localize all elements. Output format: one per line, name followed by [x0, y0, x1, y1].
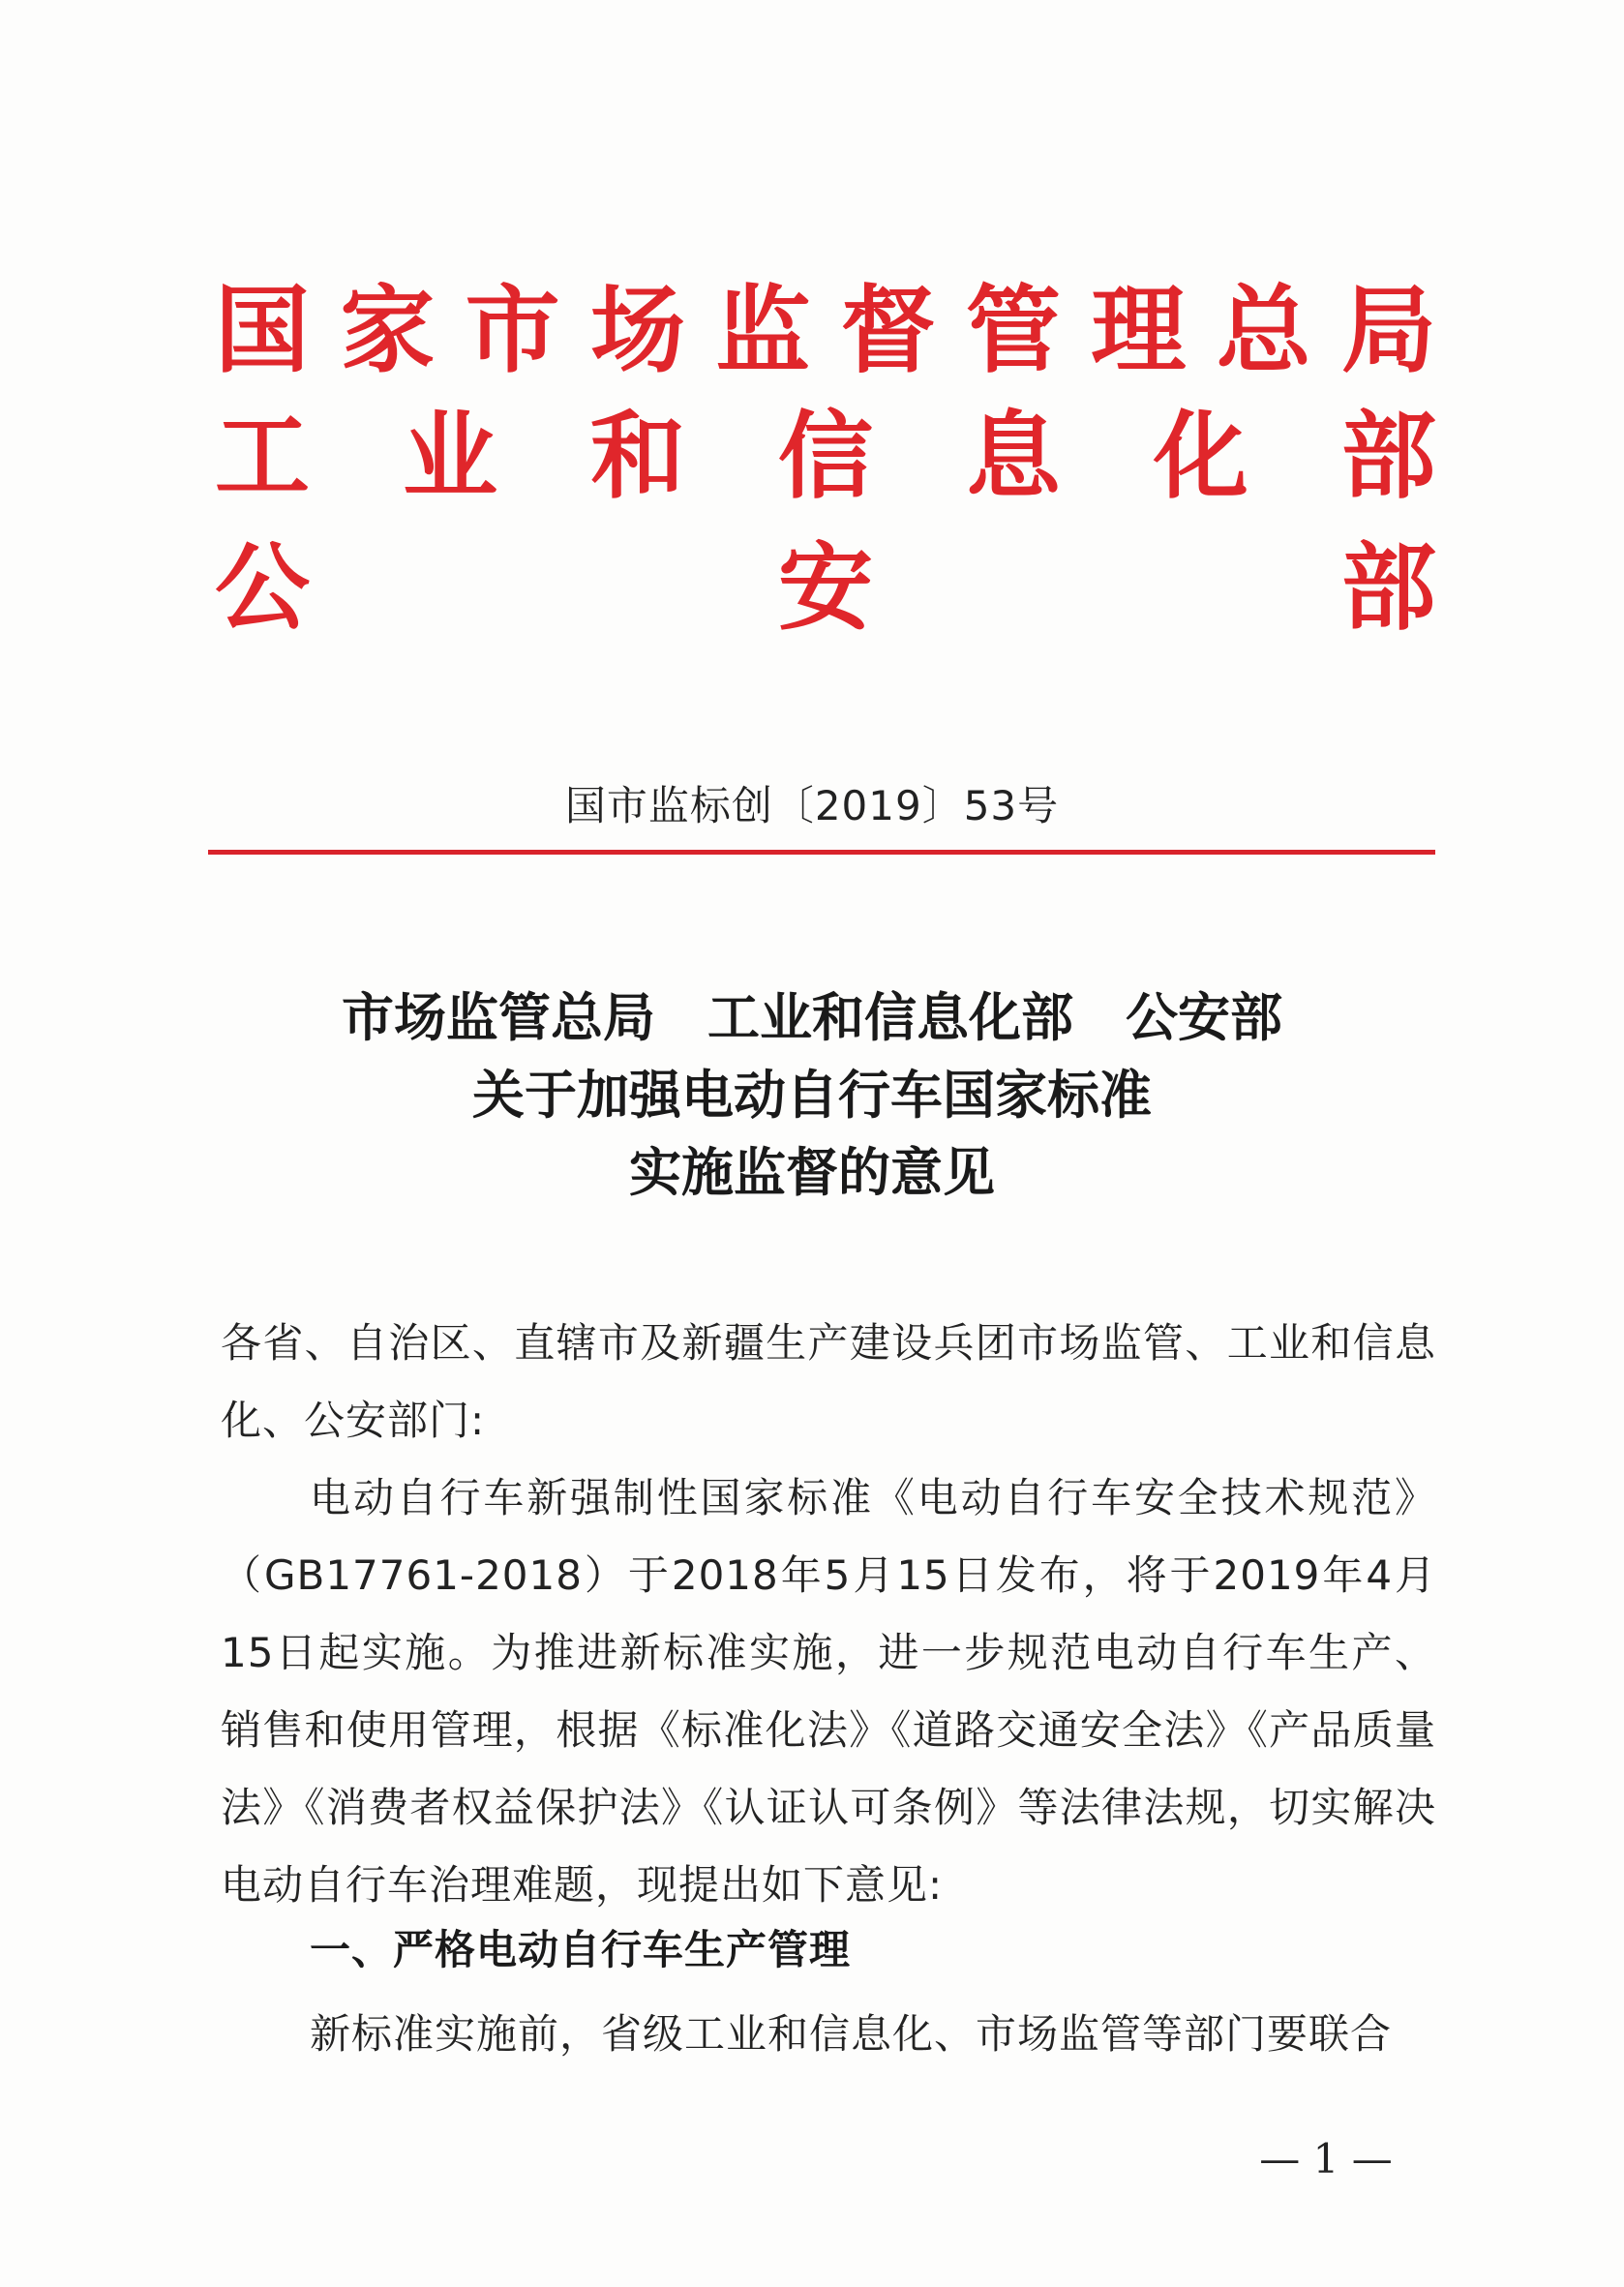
issuer-char: 理 — [1091, 275, 1187, 386]
issuer-char: 国 — [215, 275, 311, 386]
issuer-char: 市 — [465, 275, 560, 386]
issuer-char: 总 — [1216, 275, 1311, 386]
issuer-char: 公 — [215, 532, 311, 644]
section-heading-1: 一、严格电动自行车生产管理 — [310, 1926, 852, 1973]
issuer-char: 家 — [340, 275, 436, 386]
issuer-char: 安 — [777, 532, 873, 644]
issuer-char: 部 — [1340, 401, 1436, 512]
body-paragraph-2: 新标准实施前，省级工业和信息化、市场监管等部门要联合 — [310, 2010, 1393, 2058]
issuer-char: 息 — [965, 401, 1061, 512]
issuer-char: 管 — [965, 275, 1061, 386]
issuer-char: 局 — [1340, 275, 1436, 386]
issuer-char: 督 — [840, 275, 936, 386]
title-line-3: 实施监督的意见 — [629, 1141, 995, 1203]
issuer-public-security — [215, 530, 1436, 647]
title-line-2: 关于加强电动自行车国家标准 — [472, 1064, 1152, 1126]
issuer-miit — [215, 399, 1436, 515]
issuer-char: 化 — [1153, 401, 1248, 512]
issuer-char: 和 — [589, 401, 685, 512]
issuer-char: 监 — [715, 275, 811, 386]
title-line-1: 市场监管总局 工业和信息化部 公安部 — [342, 986, 1282, 1048]
issuer-market-regulation — [215, 273, 1436, 389]
body-paragraph-1: 电动自行车新强制性国家标准《电动自行车安全技术规范》（GB17761-2018）于2018年5月15日发布，将于2019年4月15日起实施。为推进新标准实施，进一步规范电动自行车生产、销售和使用管理，根据《标准化法》《道路交通安全法》《产品质量法》《消费者权益保护法》《认证认可条例》等法律法规，切实解决电动自行车治理难题，现提出如下意见: — [221, 1474, 1436, 1909]
issuer-char: 业 — [402, 401, 497, 512]
addressee: 各省、自治区、直辖市及新疆生产建设兵团市场监管、工业和信息化、公安部门: — [221, 1319, 1436, 1444]
issuer-char: 信 — [777, 401, 873, 512]
red-separator-line — [208, 850, 1435, 855]
issuer-char: 部 — [1340, 532, 1436, 644]
issuer-char: 场 — [589, 275, 685, 386]
issuer-char: 工 — [215, 401, 311, 512]
document-number: 国市监标创〔2019〕53号 — [564, 782, 1060, 829]
page-number: — 1 — — [1259, 2135, 1393, 2182]
